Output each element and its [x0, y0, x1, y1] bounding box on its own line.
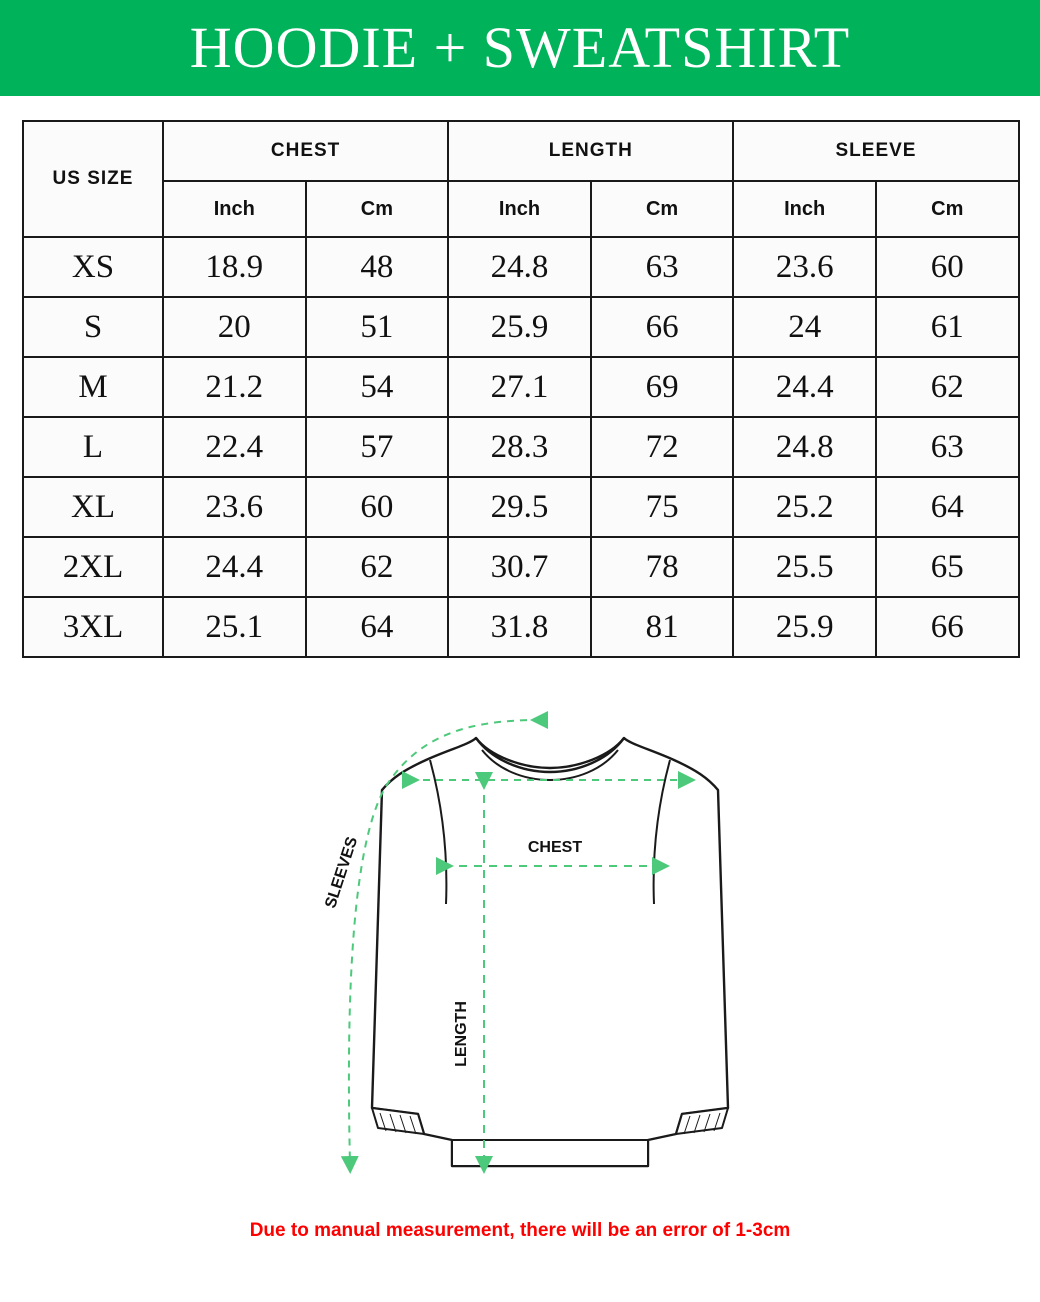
cell-chest-cm: 48: [306, 237, 449, 297]
cell-sleeve-inch: 24.4: [733, 357, 876, 417]
unit-length-cm: Cm: [591, 181, 734, 237]
cell-chest-inch: 18.9: [163, 237, 306, 297]
cell-chest-cm: 60: [306, 477, 449, 537]
cell-sleeve-cm: 66: [876, 597, 1019, 657]
unit-sleeve-cm: Cm: [876, 181, 1019, 237]
garment-diagram: [0, 694, 1040, 1214]
cell-chest-cm: 57: [306, 417, 449, 477]
cell-size: 2XL: [23, 537, 163, 597]
cell-size: XL: [23, 477, 163, 537]
sweatshirt-outline: [372, 738, 728, 1166]
cell-length-inch: 28.3: [448, 417, 591, 477]
cell-chest-cm: 64: [306, 597, 449, 657]
cell-length-inch: 29.5: [448, 477, 591, 537]
cell-length-cm: 78: [591, 537, 734, 597]
measurement-note: Due to manual measurement, there will be an error of 1-3cm: [249, 1220, 791, 1241]
size-chart-container: [0, 96, 1040, 658]
cell-sleeve-inch: 24: [733, 297, 876, 357]
cell-sleeve-cm: 61: [876, 297, 1019, 357]
cell-length-cm: 66: [591, 297, 734, 357]
cell-length-inch: 27.1: [448, 357, 591, 417]
label-length: LENGTH: [453, 1001, 470, 1067]
label-chest: CHEST: [527, 839, 583, 856]
cell-length-cm: 72: [591, 417, 734, 477]
table-row: [23, 477, 1019, 537]
cell-sleeve-inch: 25.9: [733, 597, 876, 657]
cell-size: 3XL: [23, 597, 163, 657]
cell-sleeve-inch: 25.5: [733, 537, 876, 597]
table-row: [23, 417, 1019, 477]
cell-chest-inch: 21.2: [163, 357, 306, 417]
cell-size: L: [23, 417, 163, 477]
table-row: [23, 237, 1019, 297]
cell-length-inch: 25.9: [448, 297, 591, 357]
cell-sleeve-cm: 60: [876, 237, 1019, 297]
size-chart-table: [22, 120, 1020, 658]
cell-chest-inch: 20: [163, 297, 306, 357]
table-row: [23, 597, 1019, 657]
cell-sleeve-cm: 65: [876, 537, 1019, 597]
label-sleeves: SLEEVES: [322, 834, 362, 911]
cell-sleeve-cm: 63: [876, 417, 1019, 477]
cell-size: XS: [23, 237, 163, 297]
cell-length-inch: 24.8: [448, 237, 591, 297]
table-group-header-row: [23, 121, 1019, 181]
cell-chest-cm: 54: [306, 357, 449, 417]
table-row: [23, 297, 1019, 357]
table-row: [23, 537, 1019, 597]
col-header-us-size: US SIZE: [23, 121, 163, 237]
cell-sleeve-inch: 23.6: [733, 237, 876, 297]
unit-sleeve-inch: Inch: [733, 181, 876, 237]
cell-chest-inch: 25.1: [163, 597, 306, 657]
cell-chest-inch: 22.4: [163, 417, 306, 477]
cell-length-inch: 31.8: [448, 597, 591, 657]
unit-chest-cm: Cm: [306, 181, 449, 237]
table-unit-header-row: [23, 181, 1019, 237]
table-row: [23, 357, 1019, 417]
cell-sleeve-inch: 24.8: [733, 417, 876, 477]
header-banner: [0, 0, 1040, 96]
cell-length-cm: 81: [591, 597, 734, 657]
cell-chest-inch: 23.6: [163, 477, 306, 537]
cell-length-cm: 63: [591, 237, 734, 297]
cell-chest-inch: 24.4: [163, 537, 306, 597]
cell-sleeve-cm: 64: [876, 477, 1019, 537]
cell-sleeve-inch: 25.2: [733, 477, 876, 537]
cell-length-inch: 30.7: [448, 537, 591, 597]
unit-chest-inch: Inch: [163, 181, 306, 237]
cell-chest-cm: 51: [306, 297, 449, 357]
col-header-chest: CHEST: [163, 121, 448, 181]
cell-sleeve-cm: 62: [876, 357, 1019, 417]
cell-length-cm: 75: [591, 477, 734, 537]
page-title: HOODIE + SWEATSHIRT: [189, 15, 851, 80]
unit-length-inch: Inch: [448, 181, 591, 237]
cell-length-cm: 69: [591, 357, 734, 417]
col-header-length: LENGTH: [448, 121, 733, 181]
col-header-sleeve: SLEEVE: [733, 121, 1018, 181]
cell-size: M: [23, 357, 163, 417]
cell-size: S: [23, 297, 163, 357]
cell-chest-cm: 62: [306, 537, 449, 597]
